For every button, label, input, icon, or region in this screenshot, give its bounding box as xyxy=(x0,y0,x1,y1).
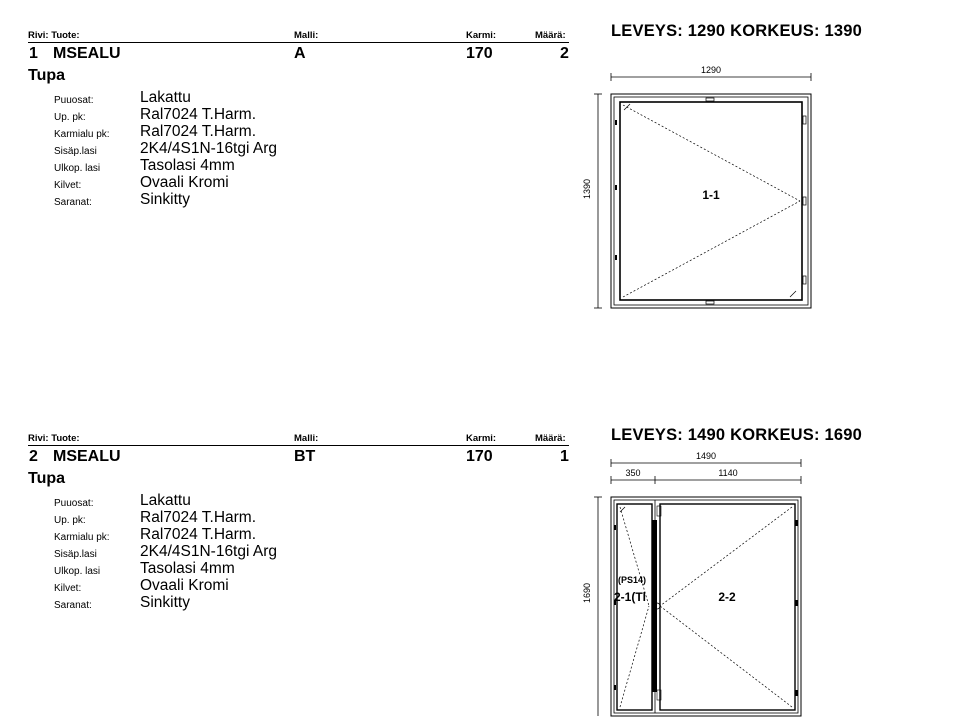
pane-note: (PS14) xyxy=(618,575,647,585)
pane-label: 2-1(Tl xyxy=(614,590,647,604)
prop-value: Tasolasi 4mm xyxy=(140,560,235,577)
model-value: A xyxy=(294,45,306,62)
prop-value: 2K4/4S1N-16tgi Arg xyxy=(140,543,278,560)
location-label: Tupa xyxy=(28,67,66,84)
product-name: MSEALU xyxy=(53,45,121,62)
prop-label: Saranat: xyxy=(54,197,92,208)
pane-label: 2-2 xyxy=(718,590,736,604)
prop-value: Sinkitty xyxy=(140,594,190,611)
prop-value: Lakattu xyxy=(140,492,191,509)
header-rivi-tuote: Rivi: Tuote: xyxy=(28,30,80,41)
quantity-value: 1 xyxy=(560,448,569,465)
product-name: MSEALU xyxy=(53,448,121,465)
prop-value: Tasolasi 4mm xyxy=(140,157,235,174)
prop-value: Ral7024 T.Harm. xyxy=(140,123,257,140)
width-dimension: 1290 xyxy=(700,65,722,75)
prop-value: Lakattu xyxy=(140,89,191,106)
prop-value: Ovaali Kromi xyxy=(140,174,229,191)
height-dimension: 1390 xyxy=(582,178,592,200)
pane-label: 1-1 xyxy=(702,188,720,202)
row-number: 1 xyxy=(29,45,38,62)
location-label: Tupa xyxy=(28,470,66,487)
prop-value: Ral7024 T.Harm. xyxy=(140,526,257,543)
frame-value: 170 xyxy=(466,448,493,465)
header-maara: Määrä: xyxy=(535,433,566,444)
height-dimension: 1690 xyxy=(582,582,592,604)
header-maara: Määrä: xyxy=(535,30,566,41)
header-karmi: Karmi: xyxy=(466,30,497,41)
prop-value: Ovaali Kromi xyxy=(140,577,229,594)
prop-label: Puuosat: xyxy=(54,498,94,509)
header-karmi: Karmi: xyxy=(466,433,497,444)
sub-width-dimension: 1140 xyxy=(718,468,738,478)
prop-value: Ral7024 T.Harm. xyxy=(140,509,257,526)
prop-value: 2K4/4S1N-16tgi Arg xyxy=(140,140,278,157)
prop-label: Saranat: xyxy=(54,600,92,611)
prop-label: Sisäp.lasi xyxy=(54,146,97,157)
prop-value: Ral7024 T.Harm. xyxy=(140,106,257,123)
prop-value: Sinkitty xyxy=(140,191,190,208)
prop-label: Puuosat: xyxy=(54,95,94,106)
prop-label: Kilvet: xyxy=(54,180,82,191)
prop-label: Ulkop. lasi xyxy=(54,566,101,577)
width-dimension: 1490 xyxy=(695,451,717,461)
row-number: 2 xyxy=(29,448,38,465)
header-malli: Malli: xyxy=(294,30,319,41)
frame-value: 170 xyxy=(466,45,493,62)
sub-width-dimension: 350 xyxy=(625,468,641,478)
prop-label: Karmialu pk: xyxy=(54,129,110,140)
prop-label: Kilvet: xyxy=(54,583,82,594)
quantity-value: 2 xyxy=(560,45,569,62)
prop-label: Up. pk: xyxy=(54,112,86,123)
dimension-title: LEVEYS: 1490 KORKEUS: 1690 xyxy=(611,426,862,444)
model-value: BT xyxy=(294,448,316,465)
prop-label: Sisäp.lasi xyxy=(54,549,97,560)
header-rivi-tuote: Rivi: Tuote: xyxy=(28,433,80,444)
header-malli: Malli: xyxy=(294,433,319,444)
dimension-title: LEVEYS: 1290 KORKEUS: 1390 xyxy=(611,22,862,40)
prop-label: Ulkop. lasi xyxy=(54,163,101,174)
prop-label: Karmialu pk: xyxy=(54,532,110,543)
prop-label: Up. pk: xyxy=(54,515,86,526)
